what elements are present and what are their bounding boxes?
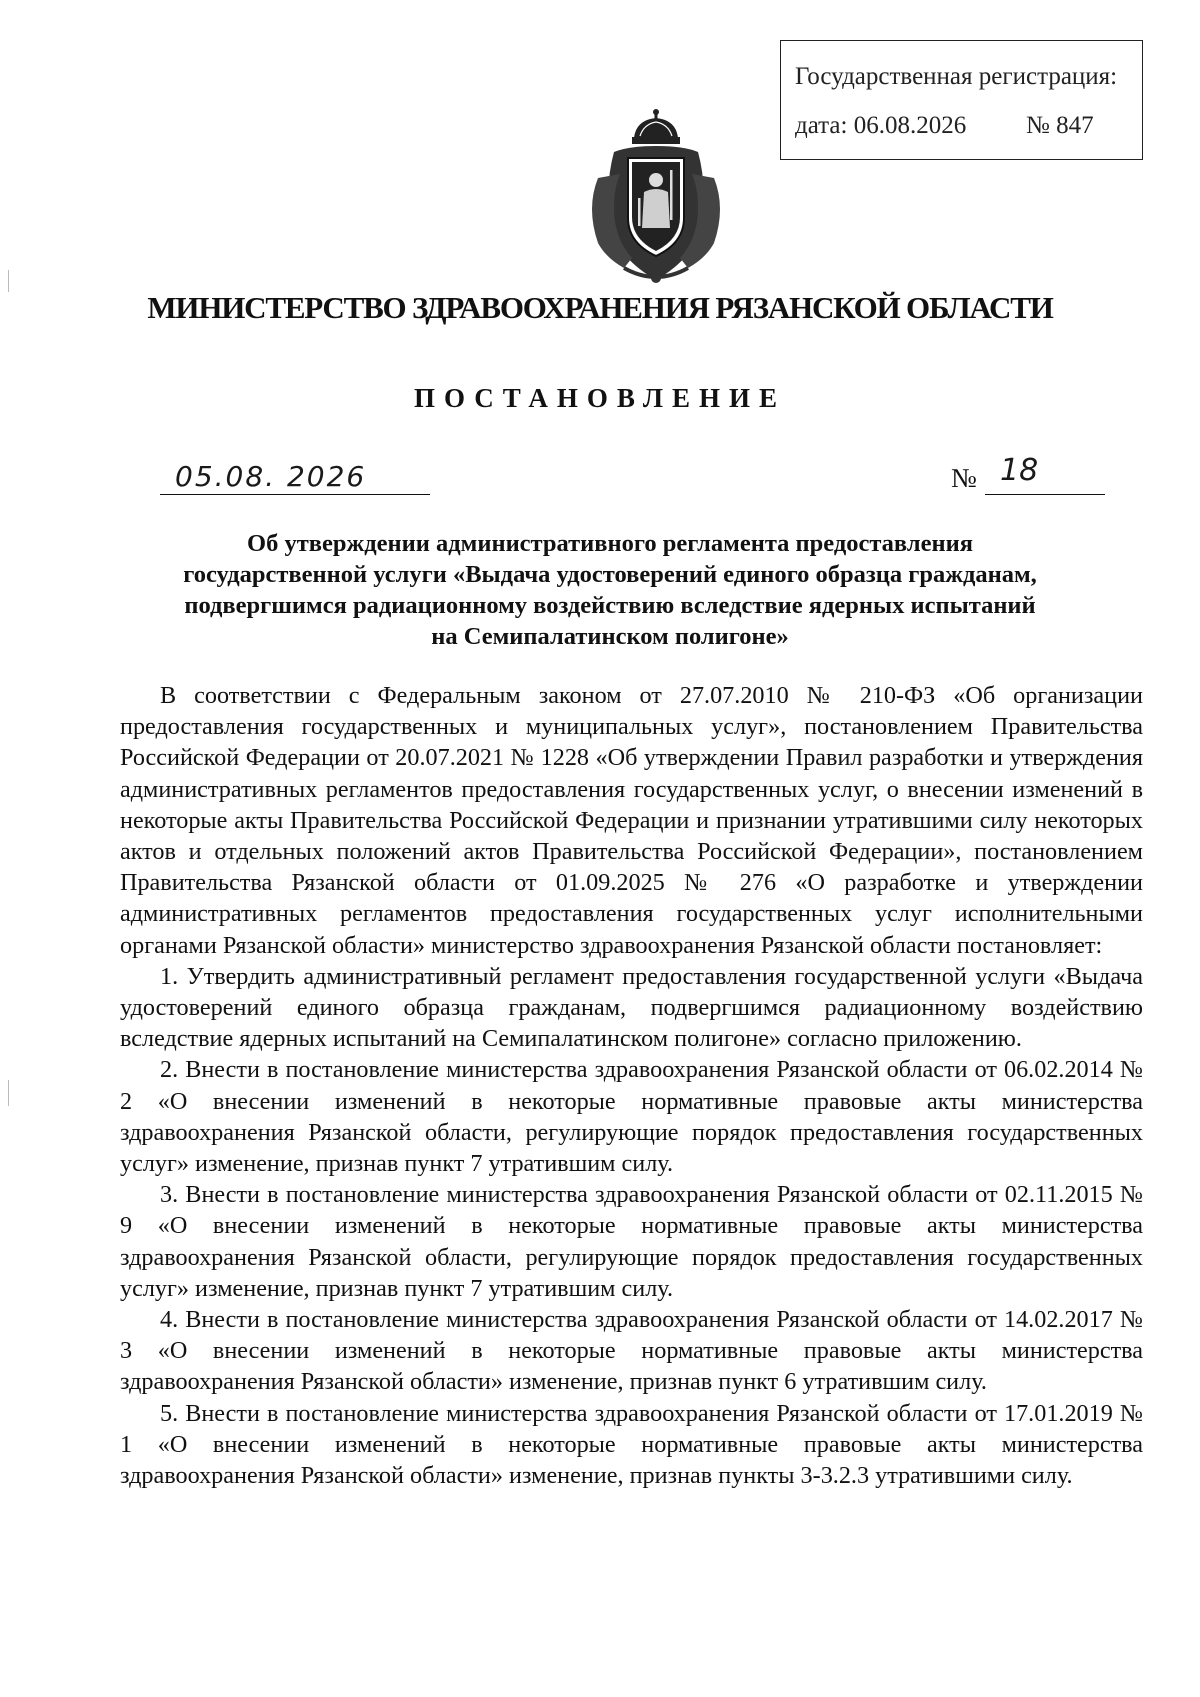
- ryazan-coat-of-arms-icon: [584, 108, 729, 288]
- clause-paragraph: 5. Внести в постановление министерства здравоохранения Рязанской области от 17.01.2019 № 1 «О внесении изменений в некоторые нормативные правовые акты министерства здравоохранения Рязанской области» изменение, признав пункты 3-3.2.3 утратившими силу.: [120, 1399, 1143, 1490]
- document-body: [120, 680, 1143, 1491]
- title-line: государственной услуги «Выдача удостоверений единого образца гражданам,: [183, 561, 1037, 588]
- clause-paragraph: 2. Внести в постановление министерства здравоохранения Рязанской области от 06.02.2014 № 2 «О внесении изменений в некоторые нормативные правовые акты министерства здравоохранения Рязанской области, регулирующие порядок предоставления государственных услуг» изменение, признав пункт 7 утратившим силу.: [120, 1056, 1143, 1178]
- title-line: подвергшимся радиационному воздействию вследствие ядерных испытаний: [184, 592, 1036, 619]
- registration-stamp: [780, 40, 1143, 160]
- registration-label: Государственная регистрация:: [795, 63, 1118, 90]
- registration-date: дата: 06.08.2026: [795, 112, 967, 139]
- document-date: 05.08. 2026: [175, 460, 367, 493]
- clause-paragraph: 1. Утвердить административный регламент предоставления государственной услуги «Выдача удостоверений единого образца гражданам, подвергшимся радиационному воздействию вследствие ядерных испытаний на Семипалатинском полигоне» согласно приложению.: [120, 962, 1143, 1053]
- document-number-label: №: [951, 463, 977, 493]
- document-title: [150, 528, 1070, 652]
- preamble-paragraph: В соответствии с Федеральным законом от 27.07.2010 № 210-ФЗ «Об организации предоставления государственных и муниципальных услуг», постановлением Правительства Российской Федерации от 20.07.2021 № 1228 «Об утверждении Правил разработки и утверждения административных регламентов предоставления государственных услуг, о внесении изменений в некоторые акты Правительства Российской Федерации и признании утратившими силу некоторых актов и отдельных положений актов Правительства Российской Федерации», постановлением Правительства Рязанской области от 01.09.2025 № 276 «О разработке и утверждении административных регламентов предоставления государственных услуг исполнительными органами Рязанской области» министерство здравоохранения Рязанской области постановляет:: [120, 682, 1143, 959]
- date-underline: [160, 494, 430, 495]
- document-type: ПОСТАНОВЛЕНИЕ: [413, 383, 787, 413]
- scan-margin-mark: [8, 270, 9, 292]
- title-line: на Семипалатинском полигоне»: [431, 623, 789, 650]
- registration-number: № 847: [1026, 112, 1094, 139]
- document-number: 18: [1000, 453, 1039, 488]
- clause-paragraph: 4. Внести в постановление министерства здравоохранения Рязанской области от 14.02.2017 № 3 «О внесении изменений в некоторые нормативные правовые акты министерства здравоохранения Рязанской области» изменение, признав пункт 6 утратившим силу.: [120, 1306, 1143, 1396]
- number-underline: [985, 494, 1105, 495]
- title-line: Об утверждении административного регламента предоставления: [247, 530, 973, 557]
- scan-margin-mark: [8, 1080, 9, 1106]
- ministry-name: МИНИСТЕРСТВО ЗДРАВООХРАНЕНИЯ РЯЗАНСКОЙ ОБЛАСТИ: [147, 290, 1053, 325]
- clause-paragraph: 3. Внести в постановление министерства здравоохранения Рязанской области от 02.11.2015 № 9 «О внесении изменений в некоторые нормативные правовые акты министерства здравоохранения Рязанской области, регулирующие порядок предоставления государственных услуг» изменение, признав пункт 7 утратившим силу.: [120, 1181, 1143, 1302]
